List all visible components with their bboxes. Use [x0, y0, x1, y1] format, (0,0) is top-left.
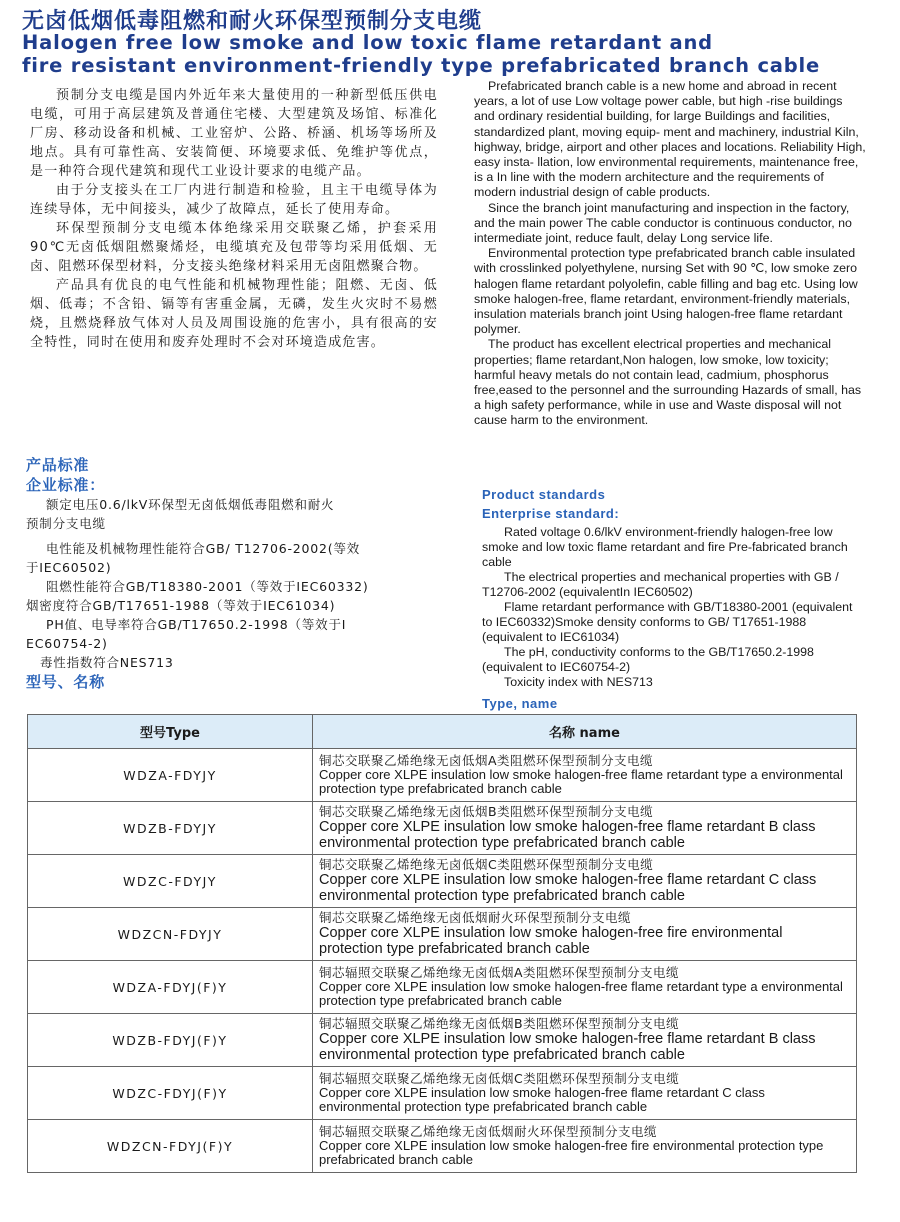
table-row	[28, 749, 857, 802]
standards-heading-cn: 产品标准	[26, 456, 90, 474]
table-row	[28, 855, 857, 908]
standard-paragraph-en: The electrical properties and mechanical properties with GB / T12706-2002 (equivalentIn IEC60502)	[482, 570, 839, 599]
table-row	[28, 961, 857, 1014]
table-row	[28, 1067, 857, 1120]
type-code: WDZCN-FDYJY	[28, 908, 313, 961]
type-name-en: Copper core XLPE insulation low smoke halogen-free flame retardant B class environmental protection type prefabricated branch cable	[319, 1031, 816, 1063]
type-name-cn: 铜芯辐照交联聚乙烯绝缘无卤低烟B类阻燃环保型预制分支电缆	[319, 1016, 680, 1031]
standard-line: 毒性指数符合NES713	[40, 655, 174, 670]
intro-cn-paragraph: 由于分支接头在工厂内进行制造和检验，且主干电缆导体为连续导体，无中间接头，减少了故障点，延长了使用寿命。	[30, 183, 438, 217]
type-name	[313, 1120, 857, 1173]
type-name-en: Copper core XLPE insulation low smoke halogen-free flame retardant C class environmental protection type prefabricated branch cable	[319, 1085, 765, 1114]
type-heading-cn: 型号、名称	[26, 673, 106, 691]
table-row	[28, 1120, 857, 1173]
standard-line: 于IEC60502)	[26, 560, 112, 575]
type-name	[313, 1067, 857, 1120]
enterprise-standard-heading-cn: 企业标准：	[26, 476, 106, 494]
type-name-cn: 铜芯辐照交联聚乙烯绝缘无卤低烟A类阻燃环保型预制分支电缆	[319, 965, 680, 980]
type-name-cn: 铜芯交联聚乙烯绝缘无卤低烟C类阻燃环保型预制分支电缆	[319, 857, 654, 872]
type-name-cn: 铜芯辐照交联聚乙烯绝缘无卤低烟C类阻燃环保型预制分支电缆	[319, 1071, 680, 1086]
type-name	[313, 908, 857, 961]
type-name-en: Copper core XLPE insulation low smoke halogen-free fire environmental protection type prefabricated branch cable	[319, 925, 783, 957]
standard-paragraph-en: Rated voltage 0.6/lkV environment-friendly halogen-free low smoke and low toxic flame retardant and fire Pre-fabricated branch cable	[482, 525, 848, 569]
type-name-cn: 铜芯交联聚乙烯绝缘无卤低烟耐火环保型预制分支电缆	[319, 910, 632, 925]
type-name-cn: 铜芯辐照交联聚乙烯绝缘无卤低烟耐火环保型预制分支电缆	[319, 1124, 658, 1139]
intro-cn-paragraph: 产品具有优良的电气性能和机械物理性能；阻燃、无卤、低烟、低毒；不含铅、镉等有害重金属，无磷，发生火灾时不易燃烧，且燃烧释放气体对人员及周围设施的危害小，具有很高的安全特性，同时在使用和废弃处理时不会对环境造成危害。	[30, 278, 438, 350]
intro-en-paragraph: The product has excellent electrical properties and mechanical properties; flame retardant,Non halogen, low smoke, low toxicity; harmful heavy metals do not contain lead, cadmium, phosphorus free,eased to the personnel and the surrounding Hazards of small, has a high safety performance, while in use and Waste disposal will not cause harm to the environment.	[474, 337, 862, 428]
standards-en	[482, 487, 866, 715]
page-title-en-line1: Halogen free low smoke and low toxic flame retardant and	[22, 31, 713, 54]
standard-line: EC60754-2)	[26, 636, 108, 651]
intro-en	[474, 79, 866, 429]
type-code: WDZA-FDYJ(F)Y	[28, 961, 313, 1014]
table-header-row	[28, 715, 857, 749]
standard-paragraph-en: Flame retardant performance with GB/T18380-2001 (equivalent to IEC60332)Smoke density conforms to GB/ T17651-1988 (equivalent to IEC61034)	[482, 600, 853, 644]
standard-paragraph-en: Toxicity index with NES713	[504, 675, 653, 689]
type-name	[313, 855, 857, 908]
intro-cn-paragraph: 环保型预制分支电缆本体绝缘采用交联聚乙烯，护套采用90℃无卤低烟阻燃聚烯烃，电缆填充及包带等均采用低烟、无卤、阻燃环保型材料，分支接头绝缘材料采用无卤阻燃聚合物。	[30, 221, 438, 274]
type-name	[313, 961, 857, 1014]
type-code: WDZC-FDYJY	[28, 855, 313, 908]
type-name-cn: 铜芯交联聚乙烯绝缘无卤低烟B类阻燃环保型预制分支电缆	[319, 804, 654, 819]
table-row	[28, 1014, 857, 1067]
type-name-en: Copper core XLPE insulation low smoke halogen-free flame retardant C class environmental protection type prefabricated branch cable	[319, 872, 817, 904]
type-name-cn: 铜芯交联聚乙烯绝缘无卤低烟A类阻燃环保型预制分支电缆	[319, 753, 654, 768]
standard-line: 烟密度符合GB/T17651-1988（等效于IEC61034)	[26, 598, 336, 613]
type-heading-en: Type, name	[482, 696, 558, 711]
type-name-en: Copper core XLPE insulation low smoke halogen-free fire environmental protection type prefabricated branch cable	[319, 1138, 824, 1167]
column-header-type: 型号Type	[28, 715, 313, 749]
type-code: WDZB-FDYJY	[28, 802, 313, 855]
enterprise-standard-heading-en: Enterprise standard:	[482, 506, 620, 521]
intro-en-paragraph: Environmental protection type prefabricated branch cable insulated with crosslinked polyethylene, nursing Set with 90 ℃, low smoke zero halogen flame retardant polyolefin, cable filling and bag etc. Using low smoke halogen-free, flame retardant, environment-friendly materials, insulation materials branch joint Using halogen-free flame retardant polymer.	[474, 246, 858, 337]
table-row	[28, 802, 857, 855]
standard-line: 阻燃性能符合GB/T18380-2001（等效于IEC60332)	[46, 579, 369, 594]
type-name-en: Copper core XLPE insulation low smoke halogen-free flame retardant B class environmental protection type prefabricated branch cable	[319, 819, 816, 851]
standard-paragraph-en: The pH, conductivity conforms to the GB/T17650.2-1998 (equivalent to IEC60754-2)	[482, 645, 814, 674]
standard-line: PH值、电导率符合GB/T17650.2-1998（等效于I	[46, 617, 347, 632]
type-code: WDZA-FDYJY	[28, 749, 313, 802]
intro-cn-paragraph: 预制分支电缆是国内外近年来大量使用的一种新型低压供电电缆，可用于高层建筑及普通住宅楼、大型建筑及场馆、标准化厂房、移动设备和机械、工业窑炉、公路、桥涵、机场等场所及地点。具有可靠性高、安装简便、环境要求低、免维护等优点，是一种符合现代建筑和现代工业设计要求的电缆产品。	[30, 88, 438, 179]
type-name-en: Copper core XLPE insulation low smoke halogen-free flame retardant type a environmental protection type prefabricated branch cable	[319, 767, 843, 796]
type-name-en: Copper core XLPE insulation low smoke halogen-free flame retardant type a environmental protection type prefabricated branch cable	[319, 979, 843, 1008]
page-title-cn: 无卤低烟低毒阻燃和耐火环保型预制分支电缆	[22, 9, 483, 34]
intro-cn	[30, 86, 438, 352]
table-row	[28, 908, 857, 961]
standard-line: 电性能及机械物理性能符合GB/ T12706-2002(等效	[46, 541, 361, 556]
intro-en-paragraph: Since the branch joint manufacturing and inspection in the factory, and the main power The cable conductor is continuous conductor, no intermediate joint, reduce fault, delay Long service life.	[474, 200, 852, 246]
standards-heading-en: Product standards	[482, 487, 606, 502]
intro-en-paragraph: Prefabricated branch cable is a new home and abroad in recent years, a lot of use Low voltage power cable, but high -rise buildings and ordinary residential building, for large Buildings and facilities, standardized plant, moving equip- ment and machinery, industrial Kiln, highway, bridge, airport and other places and locations. Reliability High, easy insta- llation, low environmental requirements, maintenance free, is a In line with the modern architecture and the requirements of modern industrial design of cable products.	[474, 79, 866, 200]
column-header-name: 名称 name	[313, 715, 857, 749]
type-code: WDZCN-FDYJ(F)Y	[28, 1120, 313, 1173]
type-code: WDZC-FDYJ(F)Y	[28, 1067, 313, 1120]
type-code: WDZB-FDYJ(F)Y	[28, 1014, 313, 1067]
standards-cn	[26, 455, 446, 692]
standard-line: 预制分支电缆	[26, 516, 106, 531]
type-name	[313, 1014, 857, 1067]
page-title-en-line2: fire resistant environment-friendly type prefabricated branch cable	[22, 54, 821, 77]
type-name	[313, 749, 857, 802]
standard-line: 额定电压0.6/lkV环保型无卤低烟低毒阻燃和耐火	[46, 497, 335, 512]
type-name-table	[27, 714, 857, 1173]
type-name	[313, 802, 857, 855]
